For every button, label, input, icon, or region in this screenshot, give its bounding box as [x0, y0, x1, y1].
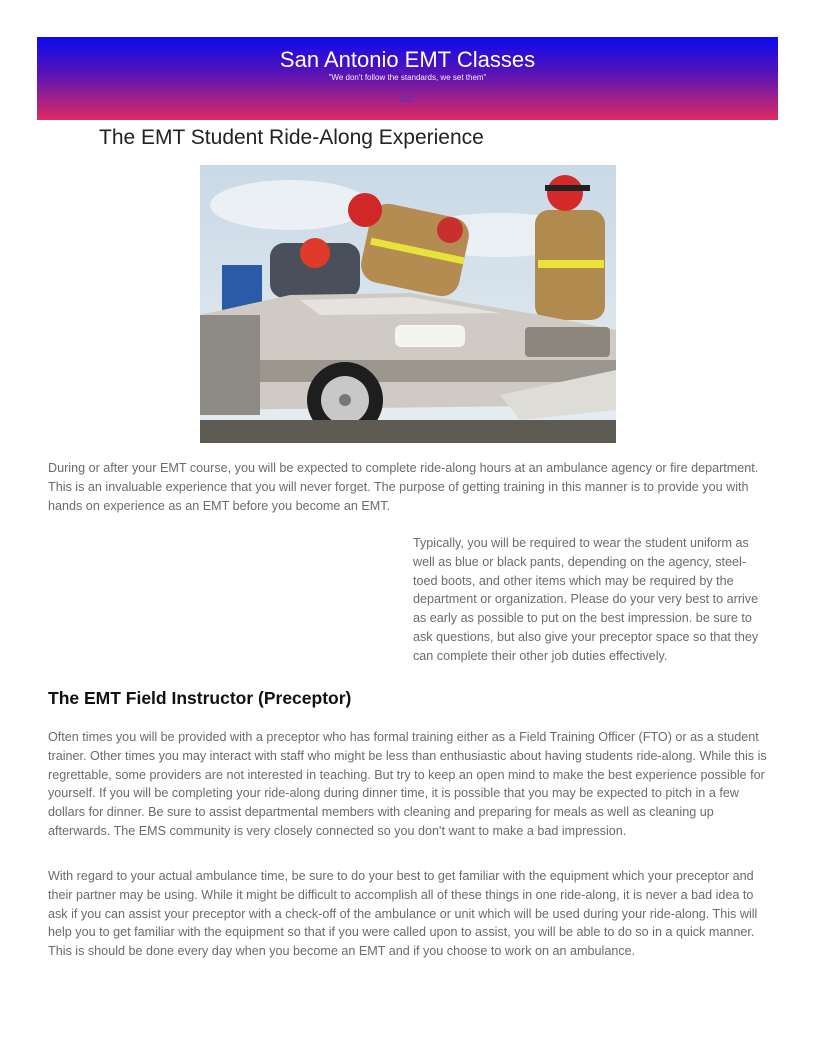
ambulance-paragraph: With regard to your actual ambulance time, be sure to do your best to get familiar with the equipment which your preceptor and their partner may be using. While it might be difficult to accomplish all of these things in one ride-along, it is never a bad idea to ask if you can assist your preceptor with a check-off of the ambulance or unit which will be used during your ride-along. This will help you to get familiar with the equipment so that if you were called upon to assist, you will be able to do so in a quick manner. This is should be done every day when you become an EMT and if you choose to work on an ambulance.: [48, 869, 758, 959]
firefighters-car-rescue-image: [200, 165, 616, 443]
preceptor-section-heading: The EMT Field Instructor (Preceptor): [48, 688, 352, 708]
site-header: [37, 37, 778, 120]
hero-image: [200, 165, 616, 443]
site-title[interactable]: San Antonio EMT Classes: [279, 47, 536, 72]
hamburger-menu-icon[interactable]: [400, 92, 414, 104]
site-tagline: "We don't follow the standards, we set them": [328, 73, 487, 82]
intro-paragraph: During or after your EMT course, you will be expected to complete ride-along hours at an ambulance agency or fire department. This is an invaluable experience that you will never forget. The purpose of getting training in this manner is to provide you with hands on experience as an EMT before you become an EMT.: [48, 461, 759, 513]
preceptor-paragraph: Often times you will be provided with a preceptor who has formal training either as a Field Training Officer (FTO) or as a student trainer. Other times you may interact with staff who might be less than enthusiastic about having students ride-along. While this is regrettable, some providers are not interested in teaching. But try to keep an open mind to make the best experience possible for yourself. If you will be completing your ride-along during dinner time, it is possible that you may be expected to pitch in a few dollars for dinner. Be sure to assist departmental members with cleaning and preparing for meals as well as cleaning up afterwards. The EMS community is very closely connected so you don't want to make a bad impression.: [48, 730, 767, 838]
page-title: The EMT Student Ride-Along Experience: [99, 126, 484, 149]
uniform-paragraph: Typically, you will be required to wear the student uniform as well as blue or black pants, depending on the agency, steel-toed boots, and other items which may be required by the department or organization. Please do your very best to arrive as early as possible to put on the best impression. be sure to ask questions, but also give your preceptor space so that they can complete their other job duties effectively.: [413, 536, 759, 663]
